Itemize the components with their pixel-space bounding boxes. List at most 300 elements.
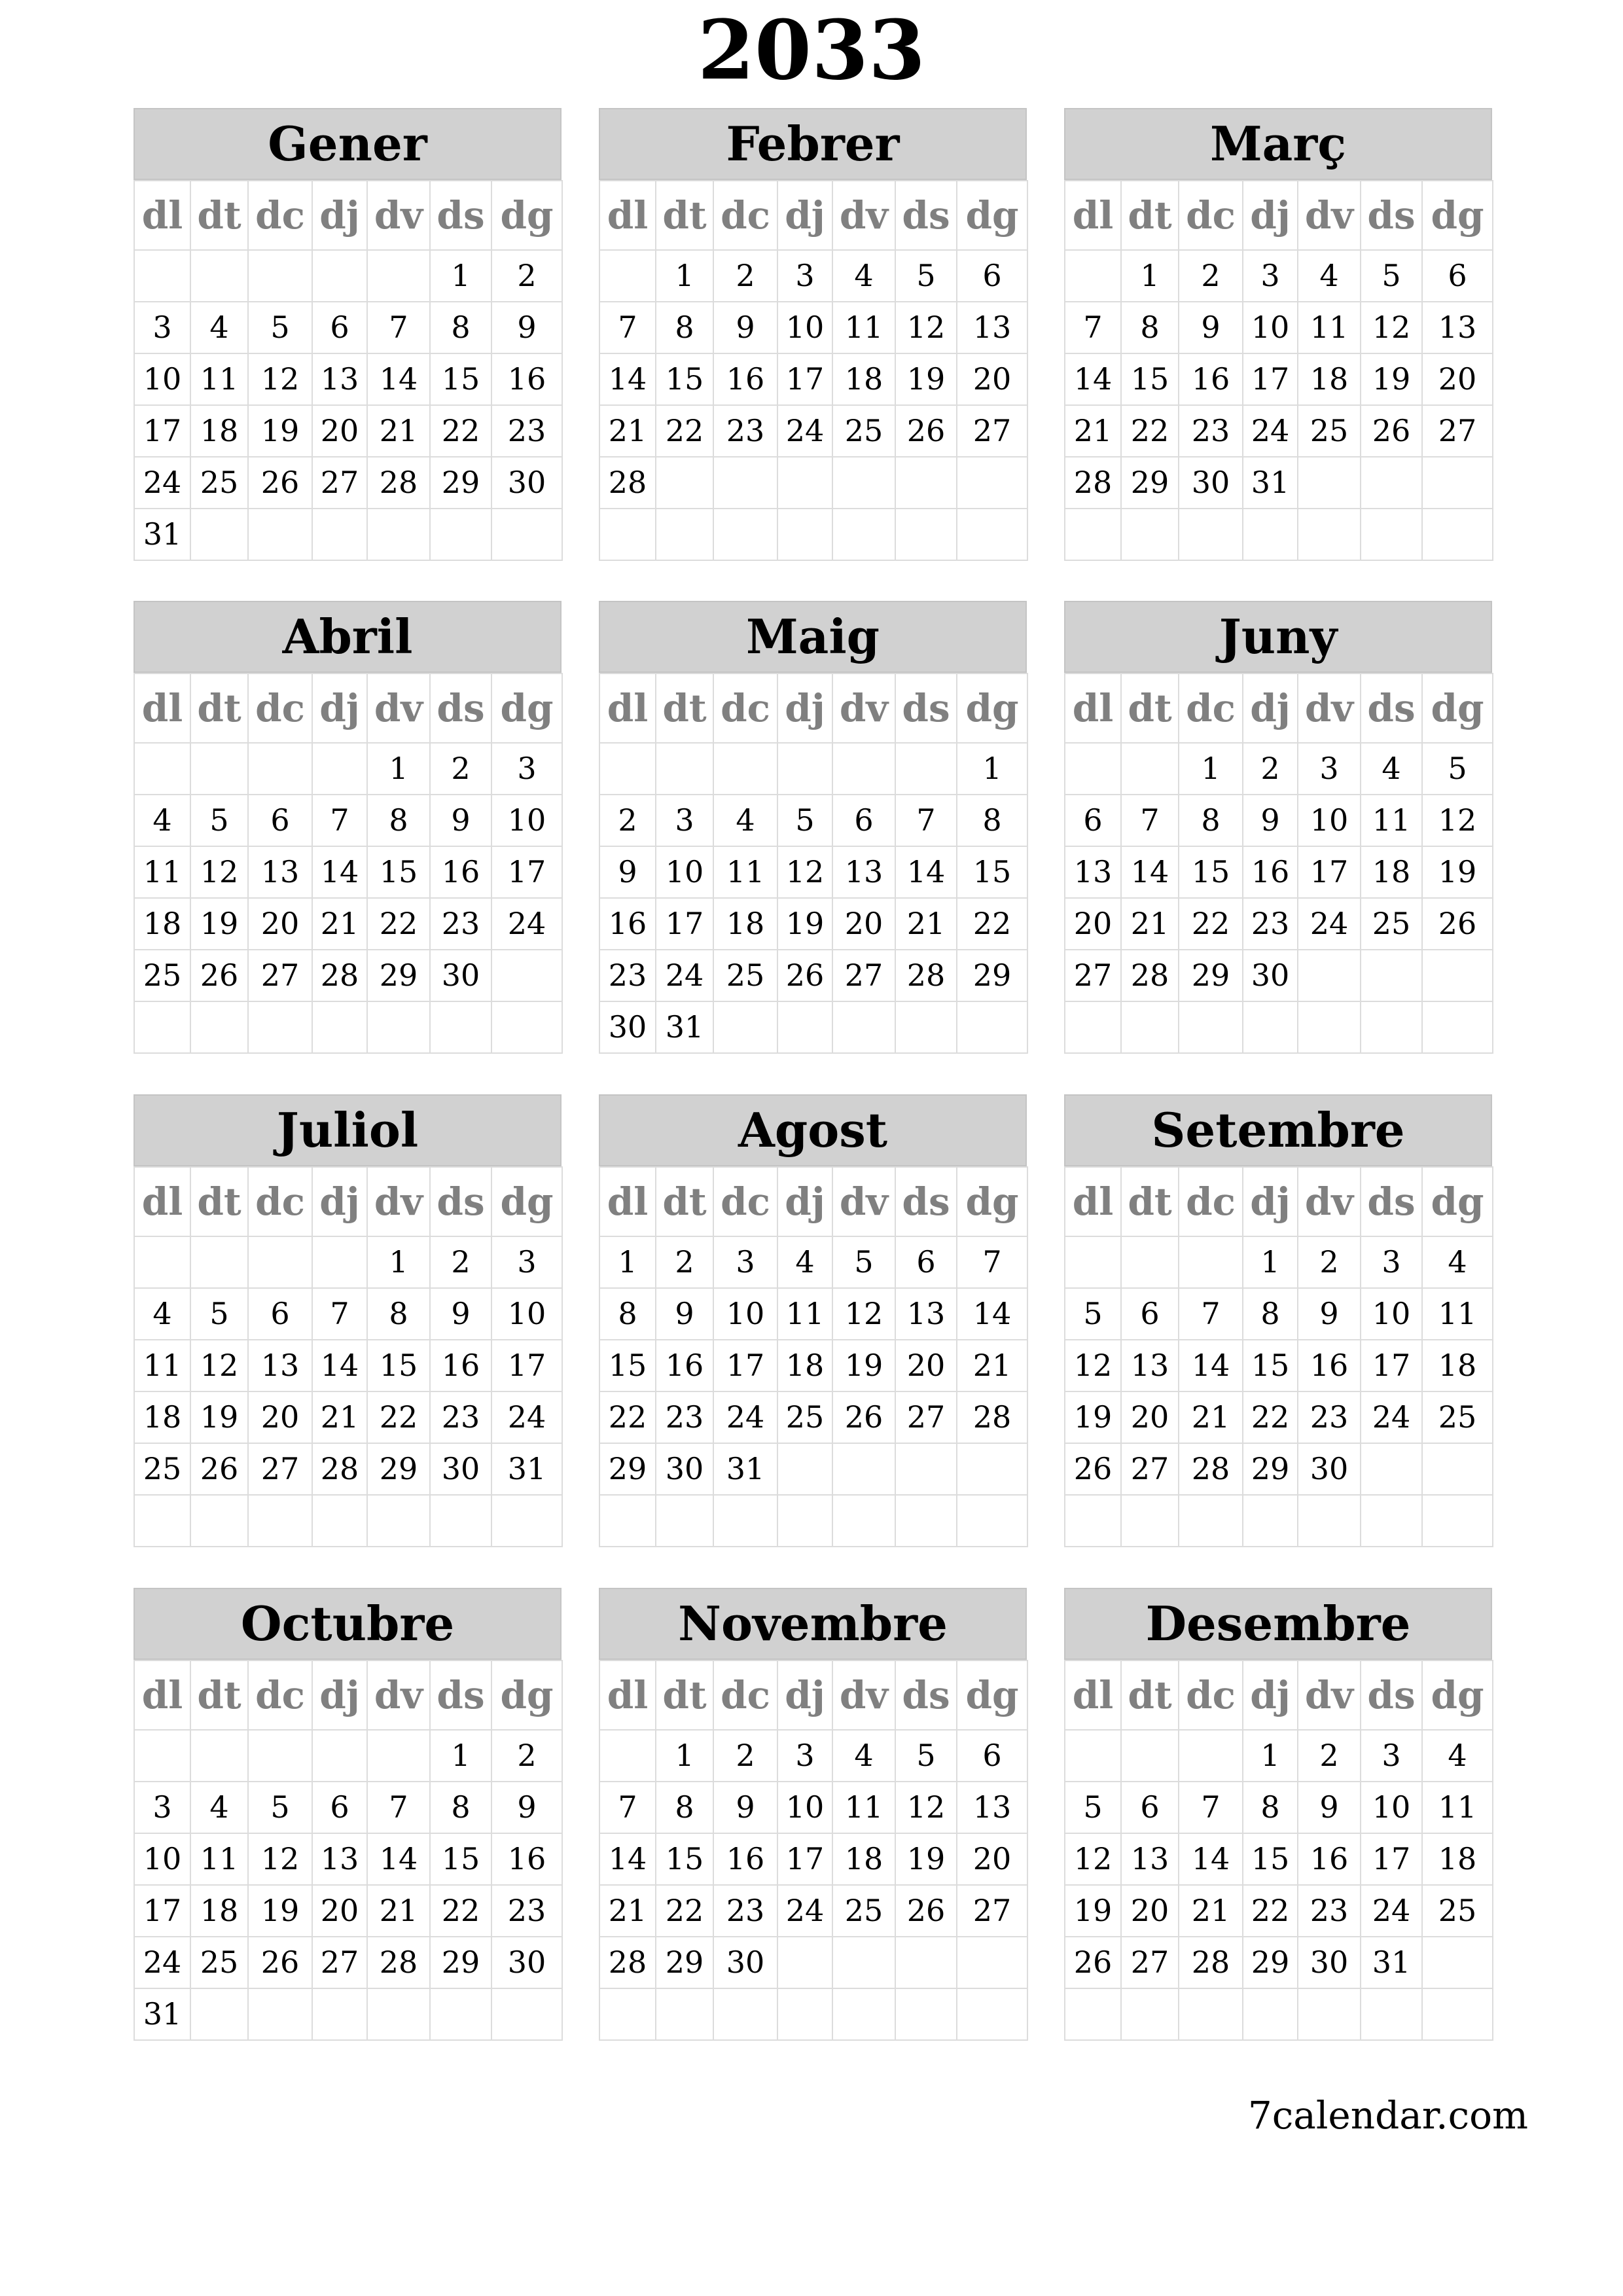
week-row	[134, 302, 562, 353]
week-row	[1065, 950, 1493, 1001]
weekday-label: dg	[491, 181, 562, 250]
day-cell	[430, 1988, 491, 2040]
week-row	[599, 1495, 1027, 1547]
weekday-label: dt	[656, 1660, 713, 1730]
day-cell: 21	[1179, 1391, 1243, 1443]
weekday-label: dl	[599, 1167, 656, 1236]
day-cell	[832, 1443, 895, 1495]
day-cell: 10	[134, 353, 190, 405]
day-cell: 5	[895, 250, 957, 302]
day-cell: 10	[134, 1833, 190, 1885]
month-octubre	[134, 1588, 562, 2041]
day-cell: 29	[367, 950, 430, 1001]
day-cell: 13	[832, 846, 895, 898]
day-cell	[1298, 1001, 1361, 1053]
weekday-label: ds	[1361, 1167, 1422, 1236]
month-day-grid	[1064, 1660, 1493, 2041]
month-day-grid	[1064, 673, 1493, 1054]
day-cell: 24	[777, 405, 832, 457]
day-cell	[1179, 1001, 1243, 1053]
day-cell: 9	[430, 1288, 491, 1340]
day-cell	[713, 743, 777, 795]
day-cell	[599, 250, 656, 302]
day-cell: 31	[134, 1988, 190, 2040]
day-cell: 26	[248, 457, 312, 509]
day-cell: 16	[430, 1340, 491, 1391]
day-cell: 15	[1243, 1340, 1298, 1391]
day-cell: 17	[1298, 846, 1361, 898]
day-cell: 13	[1121, 1833, 1179, 1885]
day-cell: 21	[367, 1885, 430, 1937]
day-cell: 6	[957, 250, 1027, 302]
day-cell	[832, 1988, 895, 2040]
day-cell: 28	[957, 1391, 1027, 1443]
day-cell	[312, 250, 367, 302]
week-row	[599, 846, 1027, 898]
day-cell	[1361, 1001, 1422, 1053]
day-cell: 26	[895, 1885, 957, 1937]
weekday-label: ds	[430, 1167, 491, 1236]
day-cell: 20	[1121, 1885, 1179, 1937]
day-cell: 8	[430, 1782, 491, 1833]
day-cell	[1361, 509, 1422, 560]
day-cell: 12	[248, 1833, 312, 1885]
day-cell: 16	[1298, 1340, 1361, 1391]
day-cell: 11	[832, 302, 895, 353]
week-row	[599, 1288, 1027, 1340]
week-row	[1065, 1730, 1493, 1782]
day-cell: 20	[957, 1833, 1027, 1885]
day-cell: 7	[895, 795, 957, 846]
day-cell: 8	[656, 1782, 713, 1833]
day-cell: 12	[1065, 1833, 1121, 1885]
day-cell: 31	[1243, 457, 1298, 509]
day-cell: 30	[656, 1443, 713, 1495]
month-setembre	[1064, 1094, 1492, 1547]
day-cell: 8	[957, 795, 1027, 846]
day-cell: 3	[1361, 1236, 1422, 1288]
day-cell: 8	[1243, 1782, 1298, 1833]
week-row	[599, 950, 1027, 1001]
day-cell	[1298, 1495, 1361, 1547]
day-cell	[599, 1988, 656, 2040]
day-cell: 8	[599, 1288, 656, 1340]
day-cell: 7	[1121, 795, 1179, 846]
weekday-label: dg	[1422, 181, 1493, 250]
weekday-label: dj	[777, 1167, 832, 1236]
weekday-label: dv	[1298, 1167, 1361, 1236]
week-row	[134, 1236, 562, 1288]
day-cell: 10	[1361, 1288, 1422, 1340]
day-cell	[491, 1988, 562, 2040]
day-cell	[1422, 1443, 1493, 1495]
day-cell	[777, 1443, 832, 1495]
day-cell: 10	[1243, 302, 1298, 353]
month-juny	[1064, 601, 1492, 1054]
day-cell: 28	[367, 1937, 430, 1988]
day-cell: 22	[430, 405, 491, 457]
day-cell: 27	[1121, 1443, 1179, 1495]
day-cell: 2	[430, 1236, 491, 1288]
day-cell	[1361, 1988, 1422, 2040]
day-cell: 4	[713, 795, 777, 846]
month-name: Juliol	[134, 1094, 562, 1166]
week-row	[1065, 1340, 1493, 1391]
weekday-label: dc	[1179, 673, 1243, 743]
day-cell	[312, 1236, 367, 1288]
weekday-label: dv	[1298, 1660, 1361, 1730]
day-cell: 15	[430, 1833, 491, 1885]
day-cell: 23	[1243, 898, 1298, 950]
day-cell: 22	[367, 1391, 430, 1443]
day-cell: 13	[312, 353, 367, 405]
day-cell: 20	[312, 1885, 367, 1937]
week-row	[1065, 250, 1493, 302]
weekday-label: dj	[777, 181, 832, 250]
day-cell: 13	[312, 1833, 367, 1885]
month-març	[1064, 108, 1492, 561]
day-cell: 19	[777, 898, 832, 950]
day-cell: 14	[312, 846, 367, 898]
day-cell: 10	[1298, 795, 1361, 846]
day-cell: 11	[1361, 795, 1422, 846]
day-cell: 17	[713, 1340, 777, 1391]
day-cell: 20	[1121, 1391, 1179, 1443]
weekday-label: dt	[190, 181, 248, 250]
day-cell	[1065, 1730, 1121, 1782]
weekday-label: dv	[367, 1167, 430, 1236]
day-cell: 14	[312, 1340, 367, 1391]
day-cell	[248, 1988, 312, 2040]
week-row	[1065, 1833, 1493, 1885]
week-row	[1065, 1001, 1493, 1053]
day-cell: 4	[1422, 1236, 1493, 1288]
day-cell: 17	[134, 1885, 190, 1937]
weekday-label: ds	[895, 1660, 957, 1730]
day-cell	[248, 1730, 312, 1782]
day-cell	[134, 1236, 190, 1288]
week-row	[1065, 1443, 1493, 1495]
day-cell	[1065, 1236, 1121, 1288]
weekday-label: dl	[134, 181, 190, 250]
day-cell	[957, 1937, 1027, 1988]
week-row	[599, 509, 1027, 560]
day-cell: 4	[134, 1288, 190, 1340]
day-cell: 18	[777, 1340, 832, 1391]
day-cell	[957, 1001, 1027, 1053]
day-cell: 20	[248, 898, 312, 950]
day-cell: 1	[656, 1730, 713, 1782]
week-row	[134, 795, 562, 846]
day-cell: 2	[430, 743, 491, 795]
week-row	[1065, 1236, 1493, 1288]
day-cell: 6	[1121, 1782, 1179, 1833]
day-cell: 20	[1422, 353, 1493, 405]
week-row	[599, 1833, 1027, 1885]
weekday-label: dl	[134, 673, 190, 743]
weekday-label: dl	[134, 1167, 190, 1236]
day-cell: 15	[599, 1340, 656, 1391]
day-cell: 27	[957, 405, 1027, 457]
day-cell: 22	[1121, 405, 1179, 457]
day-cell	[367, 1988, 430, 2040]
day-cell: 22	[1243, 1885, 1298, 1937]
day-cell	[134, 250, 190, 302]
day-cell	[367, 1001, 430, 1053]
day-cell	[599, 1495, 656, 1547]
day-cell: 22	[367, 898, 430, 950]
weekday-label: dt	[656, 181, 713, 250]
day-cell: 3	[777, 250, 832, 302]
day-cell	[957, 1443, 1027, 1495]
month-maig	[599, 601, 1027, 1054]
day-cell: 14	[1065, 353, 1121, 405]
day-cell: 9	[656, 1288, 713, 1340]
day-cell	[190, 250, 248, 302]
day-cell: 19	[248, 405, 312, 457]
day-cell: 6	[312, 302, 367, 353]
day-cell: 30	[1298, 1937, 1361, 1988]
day-cell	[190, 743, 248, 795]
day-cell: 4	[777, 1236, 832, 1288]
week-row	[134, 1988, 562, 2040]
day-cell: 28	[1065, 457, 1121, 509]
day-cell: 28	[1121, 950, 1179, 1001]
month-febrer	[599, 108, 1027, 561]
weekday-label: dc	[248, 181, 312, 250]
day-cell: 27	[1422, 405, 1493, 457]
week-row	[1065, 1885, 1493, 1937]
day-cell: 6	[312, 1782, 367, 1833]
day-cell: 1	[1179, 743, 1243, 795]
month-name: Abril	[134, 601, 562, 673]
month-name: Agost	[599, 1094, 1027, 1166]
month-day-grid	[134, 1166, 563, 1547]
month-agost	[599, 1094, 1027, 1547]
day-cell: 9	[1298, 1288, 1361, 1340]
day-cell: 21	[1179, 1885, 1243, 1937]
footer-site-link[interactable]: 7calendar.com	[1247, 2093, 1528, 2138]
weekday-header-row	[1065, 1167, 1493, 1236]
day-cell: 23	[713, 405, 777, 457]
day-cell	[1422, 509, 1493, 560]
day-cell	[491, 1495, 562, 1547]
day-cell: 10	[491, 1288, 562, 1340]
weekday-label: dg	[1422, 1660, 1493, 1730]
day-cell	[895, 1495, 957, 1547]
weekday-label: dc	[248, 1660, 312, 1730]
weekday-label: dt	[1121, 673, 1179, 743]
month-day-grid	[134, 180, 563, 561]
day-cell: 9	[491, 302, 562, 353]
day-cell: 8	[1243, 1288, 1298, 1340]
week-row	[134, 1495, 562, 1547]
day-cell	[1065, 1495, 1121, 1547]
day-cell: 11	[134, 1340, 190, 1391]
day-cell: 25	[1361, 898, 1422, 950]
week-row	[599, 1340, 1027, 1391]
weekday-label: dv	[832, 181, 895, 250]
day-cell	[1065, 250, 1121, 302]
day-cell: 24	[134, 1937, 190, 1988]
weekday-label: dg	[491, 1660, 562, 1730]
day-cell: 18	[713, 898, 777, 950]
day-cell	[895, 743, 957, 795]
day-cell: 12	[777, 846, 832, 898]
day-cell	[895, 1937, 957, 1988]
day-cell	[248, 1001, 312, 1053]
week-row	[1065, 795, 1493, 846]
day-cell: 6	[1121, 1288, 1179, 1340]
day-cell: 30	[430, 950, 491, 1001]
day-cell: 8	[367, 1288, 430, 1340]
day-cell	[957, 1495, 1027, 1547]
day-cell: 21	[895, 898, 957, 950]
day-cell: 5	[832, 1236, 895, 1288]
day-cell: 21	[1121, 898, 1179, 950]
week-row	[599, 250, 1027, 302]
weekday-header-row	[599, 1660, 1027, 1730]
day-cell	[656, 1988, 713, 2040]
day-cell: 15	[656, 1833, 713, 1885]
day-cell: 4	[1361, 743, 1422, 795]
day-cell: 5	[190, 1288, 248, 1340]
day-cell: 29	[1179, 950, 1243, 1001]
day-cell	[248, 509, 312, 560]
day-cell: 11	[190, 353, 248, 405]
day-cell: 22	[1243, 1391, 1298, 1443]
week-row	[599, 1391, 1027, 1443]
day-cell: 9	[599, 846, 656, 898]
day-cell: 30	[430, 1443, 491, 1495]
day-cell: 21	[599, 1885, 656, 1937]
day-cell: 23	[713, 1885, 777, 1937]
day-cell: 1	[430, 1730, 491, 1782]
weekday-label: dt	[1121, 1167, 1179, 1236]
day-cell	[1422, 950, 1493, 1001]
week-row	[599, 1001, 1027, 1053]
day-cell	[190, 509, 248, 560]
month-day-grid	[599, 673, 1028, 1054]
day-cell: 17	[656, 898, 713, 950]
day-cell: 4	[134, 795, 190, 846]
day-cell	[1422, 1988, 1493, 2040]
week-row	[134, 1288, 562, 1340]
weekday-label: dg	[957, 1660, 1027, 1730]
day-cell: 15	[1121, 353, 1179, 405]
day-cell: 22	[599, 1391, 656, 1443]
day-cell	[1298, 457, 1361, 509]
day-cell: 26	[832, 1391, 895, 1443]
day-cell: 30	[1298, 1443, 1361, 1495]
weekday-label: dc	[1179, 1660, 1243, 1730]
day-cell	[1298, 509, 1361, 560]
day-cell: 29	[430, 1937, 491, 1988]
day-cell	[367, 250, 430, 302]
week-row	[134, 509, 562, 560]
weekday-label: ds	[1361, 181, 1422, 250]
weekday-label: dj	[1243, 673, 1298, 743]
month-abril	[134, 601, 562, 1054]
day-cell: 25	[1298, 405, 1361, 457]
day-cell: 3	[134, 302, 190, 353]
day-cell: 17	[777, 353, 832, 405]
day-cell: 14	[1179, 1833, 1243, 1885]
week-row	[1065, 302, 1493, 353]
day-cell: 26	[1422, 898, 1493, 950]
day-cell	[1243, 1495, 1298, 1547]
month-juliol	[134, 1094, 562, 1547]
day-cell: 15	[656, 353, 713, 405]
day-cell	[777, 509, 832, 560]
weekday-label: dv	[1298, 673, 1361, 743]
week-row	[599, 405, 1027, 457]
day-cell	[713, 509, 777, 560]
day-cell: 28	[599, 457, 656, 509]
day-cell: 26	[1065, 1937, 1121, 1988]
day-cell	[599, 1730, 656, 1782]
day-cell: 1	[599, 1236, 656, 1288]
day-cell: 7	[1065, 302, 1121, 353]
week-row	[134, 1391, 562, 1443]
weekday-label: ds	[430, 1660, 491, 1730]
day-cell	[656, 743, 713, 795]
day-cell	[777, 1495, 832, 1547]
weekday-label: dt	[190, 1660, 248, 1730]
day-cell: 1	[656, 250, 713, 302]
weekday-label: dg	[957, 181, 1027, 250]
day-cell	[1422, 1495, 1493, 1547]
weekday-label: dc	[1179, 181, 1243, 250]
day-cell: 25	[713, 950, 777, 1001]
day-cell: 16	[1298, 1833, 1361, 1885]
day-cell	[832, 743, 895, 795]
day-cell: 3	[491, 1236, 562, 1288]
weekday-label: dc	[713, 181, 777, 250]
day-cell: 25	[832, 1885, 895, 1937]
day-cell	[1065, 509, 1121, 560]
week-row	[134, 743, 562, 795]
week-row	[134, 1001, 562, 1053]
day-cell: 14	[957, 1288, 1027, 1340]
day-cell	[777, 743, 832, 795]
day-cell: 25	[832, 405, 895, 457]
weekday-header-row	[1065, 181, 1493, 250]
day-cell: 16	[656, 1340, 713, 1391]
day-cell	[777, 1988, 832, 2040]
week-row	[1065, 1495, 1493, 1547]
day-cell: 25	[190, 1937, 248, 1988]
weekday-label: dc	[248, 673, 312, 743]
day-cell: 4	[832, 250, 895, 302]
day-cell: 3	[1361, 1730, 1422, 1782]
day-cell: 6	[895, 1236, 957, 1288]
month-name: Maig	[599, 601, 1027, 673]
day-cell	[1065, 1988, 1121, 2040]
day-cell: 31	[713, 1443, 777, 1495]
day-cell	[656, 457, 713, 509]
day-cell	[312, 1495, 367, 1547]
day-cell: 21	[599, 405, 656, 457]
day-cell: 1	[1121, 250, 1179, 302]
day-cell: 30	[599, 1001, 656, 1053]
month-name: Novembre	[599, 1588, 1027, 1660]
day-cell: 19	[1422, 846, 1493, 898]
week-row	[134, 846, 562, 898]
week-row	[134, 1833, 562, 1885]
day-cell: 8	[1121, 302, 1179, 353]
day-cell: 10	[1361, 1782, 1422, 1833]
